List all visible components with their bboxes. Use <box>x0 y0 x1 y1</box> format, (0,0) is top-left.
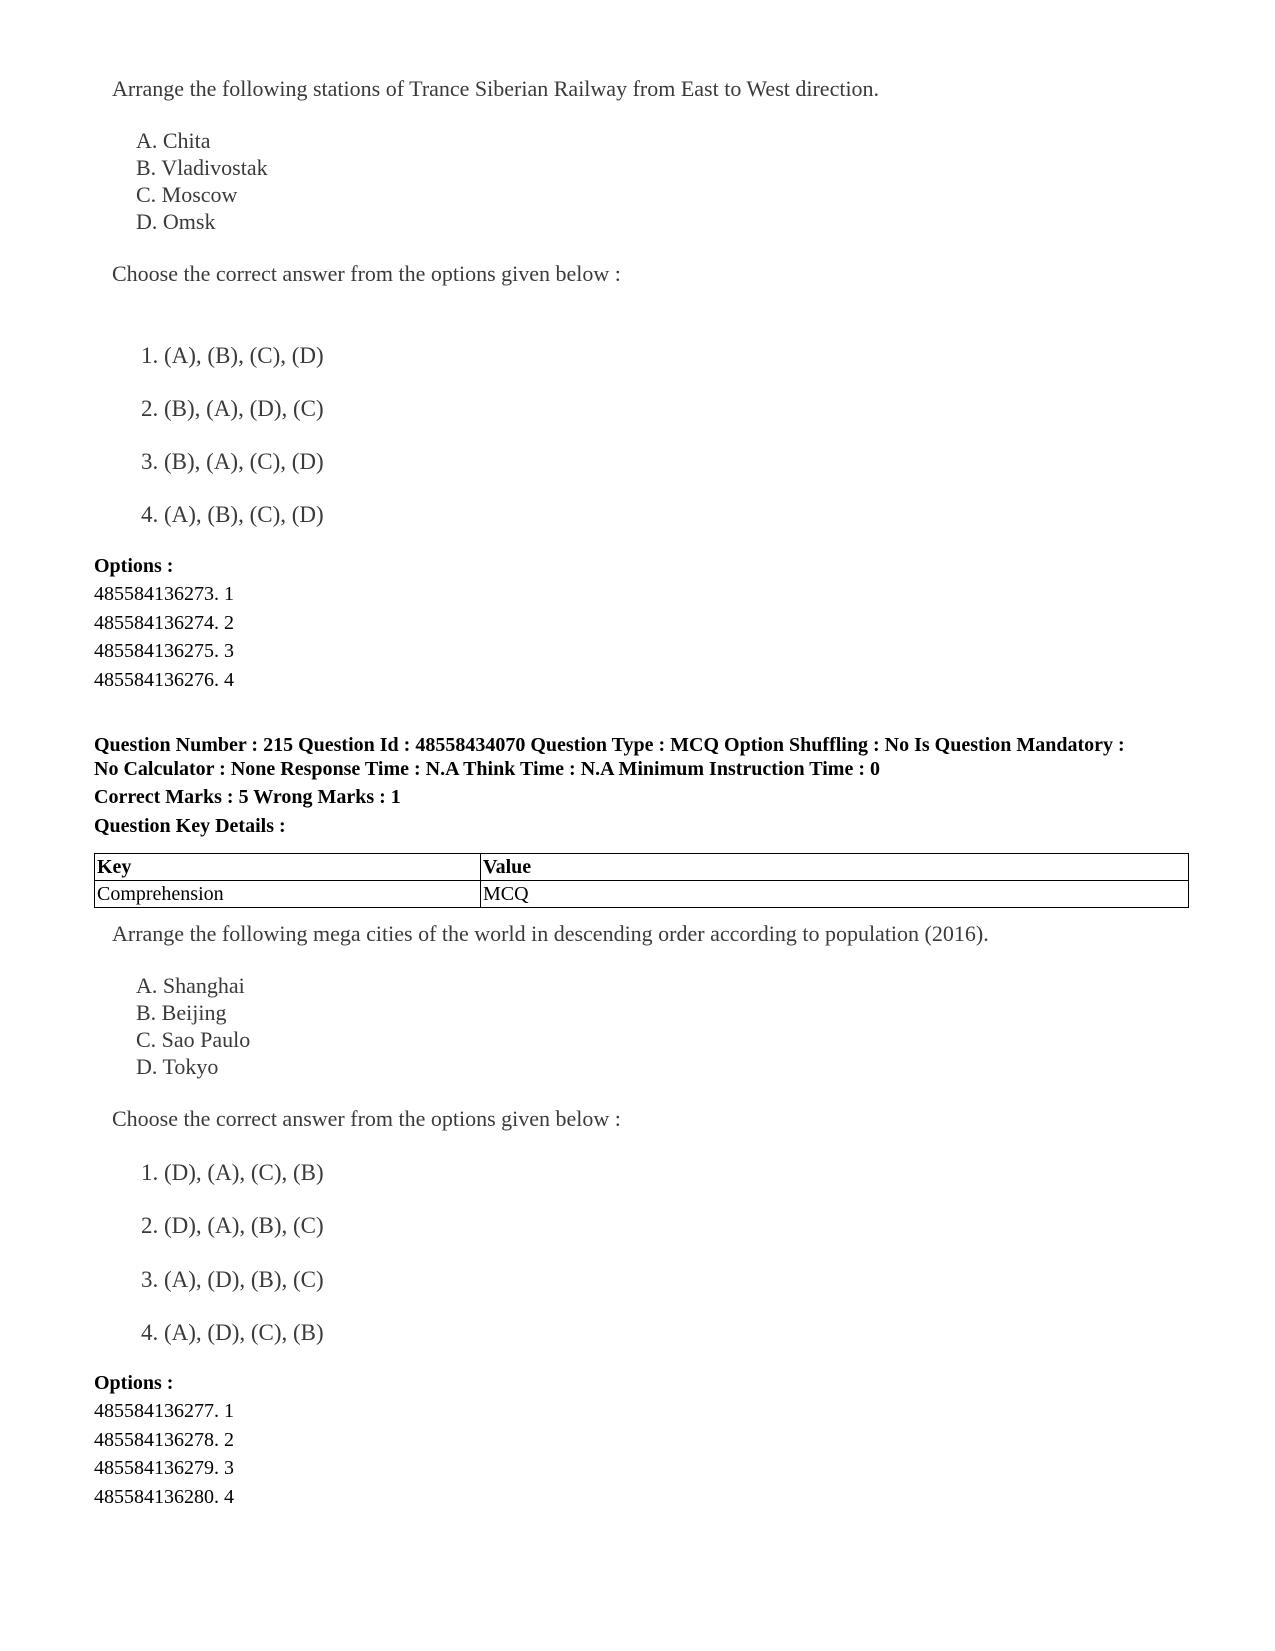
question-meta-line: No Calculator : None Response Time : N.A Think Time : N.A Minimum Instruction Time : 0 <box>94 758 880 780</box>
answer-choice: 3. (B), (A), (C), (D) <box>141 449 324 474</box>
option-id: 485584136273. 1 <box>94 583 234 605</box>
table-cell: Comprehension <box>95 881 481 908</box>
list-item: A. Shanghai <box>136 973 245 998</box>
table-header-row <box>95 854 1189 881</box>
answer-choice: 2. (B), (A), (D), (C) <box>141 396 324 421</box>
table-header-cell: Value <box>481 854 1189 881</box>
marks-line: Correct Marks : 5 Wrong Marks : 1 <box>94 786 401 808</box>
list-item: D. Tokyo <box>136 1054 219 1079</box>
table-header-cell: Key <box>95 854 481 881</box>
key-details-table <box>94 853 1189 908</box>
answer-choice: 1. (D), (A), (C), (B) <box>141 1160 324 1185</box>
question-stem: Arrange the following mega cities of the world in descending order according to population (2016). <box>112 921 989 946</box>
question-meta-line: Question Number : 215 Question Id : 48558434070 Question Type : MCQ Option Shuffling : No Is Question Mandatory : <box>94 734 1125 756</box>
answer-choice: 4. (A), (B), (C), (D) <box>141 502 324 527</box>
option-id: 485584136275. 3 <box>94 640 234 662</box>
option-id: 485584136278. 2 <box>94 1429 234 1451</box>
list-item: C. Sao Paulo <box>136 1027 251 1052</box>
table-cell: MCQ <box>481 881 1189 908</box>
table-row <box>95 881 1189 908</box>
options-label: Options : <box>94 555 174 577</box>
option-id: 485584136274. 2 <box>94 612 234 634</box>
key-details-label: Question Key Details : <box>94 815 286 837</box>
answer-choice: 4. (A), (D), (C), (B) <box>141 1320 324 1345</box>
list-item: B. Beijing <box>136 1000 227 1025</box>
list-item: D. Omsk <box>136 209 216 234</box>
option-id: 485584136280. 4 <box>94 1486 234 1508</box>
options-label: Options : <box>94 1372 174 1394</box>
answer-choice: 1. (A), (B), (C), (D) <box>141 343 324 368</box>
instruction-text: Choose the correct answer from the options given below : <box>112 1106 621 1131</box>
instruction-text: Choose the correct answer from the options given below : <box>112 261 621 286</box>
option-id: 485584136277. 1 <box>94 1400 234 1422</box>
answer-choice: 3. (A), (D), (B), (C) <box>141 1267 324 1292</box>
question-stem: Arrange the following stations of Trance Siberian Railway from East to West direction. <box>112 76 880 101</box>
list-item: A. Chita <box>136 128 211 153</box>
list-item: C. Moscow <box>136 182 238 207</box>
answer-choice: 2. (D), (A), (B), (C) <box>141 1213 324 1238</box>
list-item: B. Vladivostak <box>136 155 268 180</box>
option-id: 485584136279. 3 <box>94 1457 234 1479</box>
option-id: 485584136276. 4 <box>94 669 234 691</box>
